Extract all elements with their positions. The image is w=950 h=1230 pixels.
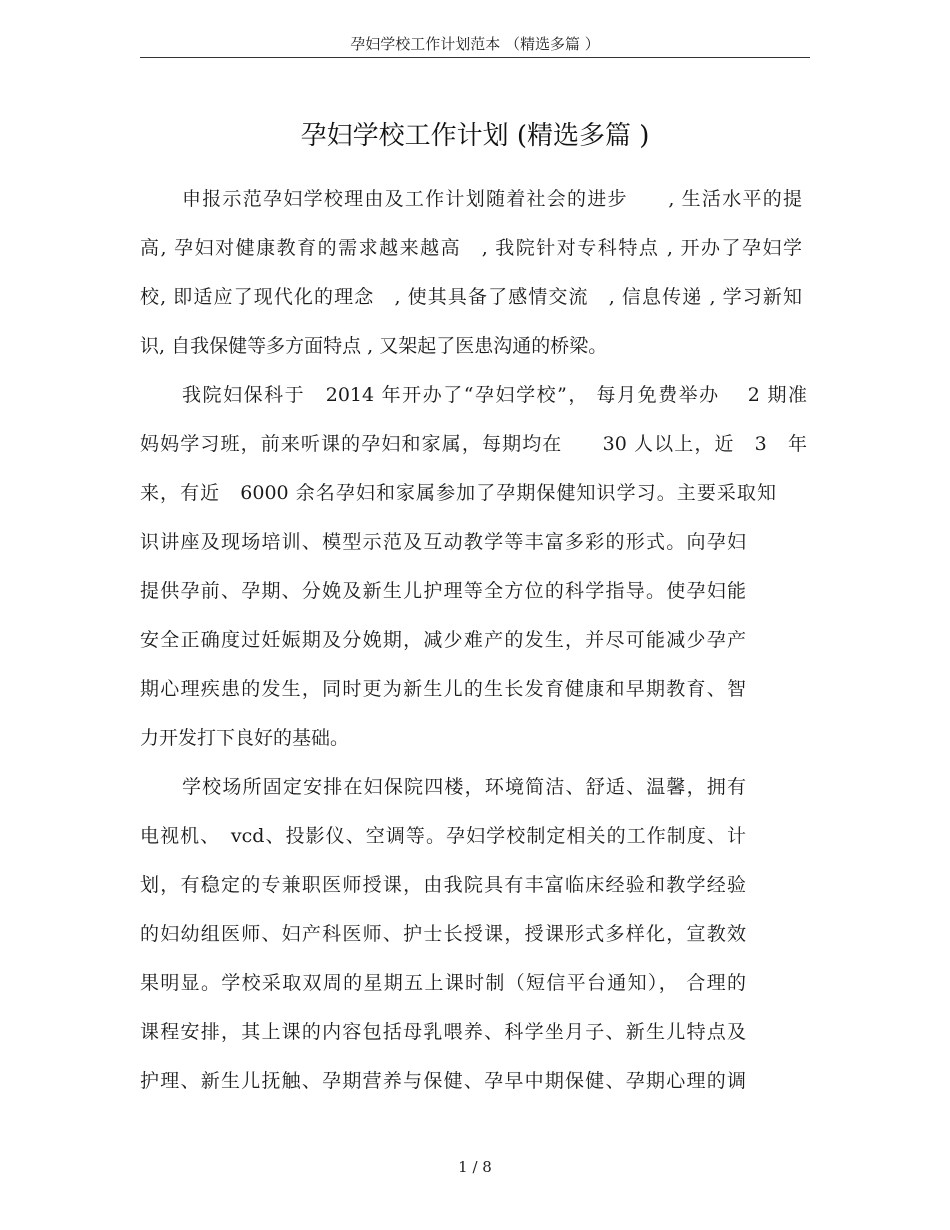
paragraph-3-line-1: 学校场所固定安排在妇保院四楼，环境简洁、舒适、温馨，拥有 — [182, 776, 746, 798]
paragraph-2-line-8: 力开发打下良好的基础。 — [140, 727, 350, 749]
header-divider — [140, 57, 810, 58]
paragraph-1-line-3: 校, 即适应了现代化的理念 , 使其具备了感情交流 , 信息传递 , 学习新知 — [140, 286, 802, 308]
paragraph-1-line-1: 申报示范孕妇学校理由及工作计划随着社会的进步 , 生活水平的提 — [182, 188, 802, 210]
document-title: 孕妇学校工作计划 (精选多篇 ) — [300, 121, 650, 151]
paragraph-2-line-5: 提供孕前、孕期、分娩及新生儿护理等全方位的科学指导。使孕妇能 — [140, 580, 746, 602]
page-header: 孕妇学校工作计划范本 （精选多篇 ） — [350, 35, 600, 53]
paragraph-2-line-4: 识讲座及现场培训、模型示范及互动教学等丰富多彩的形式。向孕妇 — [140, 531, 746, 553]
paragraph-3-line-6: 课程安排，其上课的内容包括母乳喂养、科学坐月子、新生儿特点及 — [140, 1021, 746, 1043]
paragraph-2-line-1: 我院妇保科于 2014 年开办了“孕妇学校”， 每月免费举办 2 期准 — [182, 384, 807, 406]
paragraph-3-line-4: 的妇幼组医师、妇产科医师、护士长授课，授课形式多样化，宣教效 — [140, 923, 746, 945]
paragraph-3-line-5: 果明显。学校采取双周的星期五上课时制（短信平台通知）， 合理的 — [140, 972, 746, 994]
paragraph-1-line-4: 识, 自我保健等多方面特点 , 又架起了医患沟通的桥梁。 — [140, 335, 608, 357]
paragraph-3-line-3: 划，有稳定的专兼职医师授课，由我院具有丰富临床经验和教学经验 — [140, 874, 746, 896]
page-number: 1 / 8 — [458, 1158, 492, 1176]
paragraph-2-line-3: 来，有近 6000 余名孕妇和家属参加了孕期保健知识学习。主要采取知 — [140, 482, 776, 504]
paragraph-2-line-6: 安全正确度过妊娠期及分娩期，减少难产的发生，并尽可能减少孕产 — [140, 629, 746, 651]
paragraph-3-line-7: 护理、新生儿抚触、孕期营养与保健、孕早中期保健、孕期心理的调 — [140, 1070, 746, 1092]
paragraph-2-line-7: 期心理疾患的发生，同时更为新生儿的生长发育健康和早期教育、智 — [140, 678, 746, 700]
paragraph-2-line-2: 妈妈学习班，前来听课的孕妇和家属，每期均在 30 人以上，近 3 年 — [140, 433, 807, 455]
paragraph-3-line-2: 电视机、 vcd、投影仪、空调等。孕妇学校制定相关的工作制度、计 — [140, 825, 746, 847]
paragraph-1-line-2: 高, 孕妇对健康教育的需求越来越高 , 我院针对专科特点 , 开办了孕妇学 — [140, 237, 802, 259]
